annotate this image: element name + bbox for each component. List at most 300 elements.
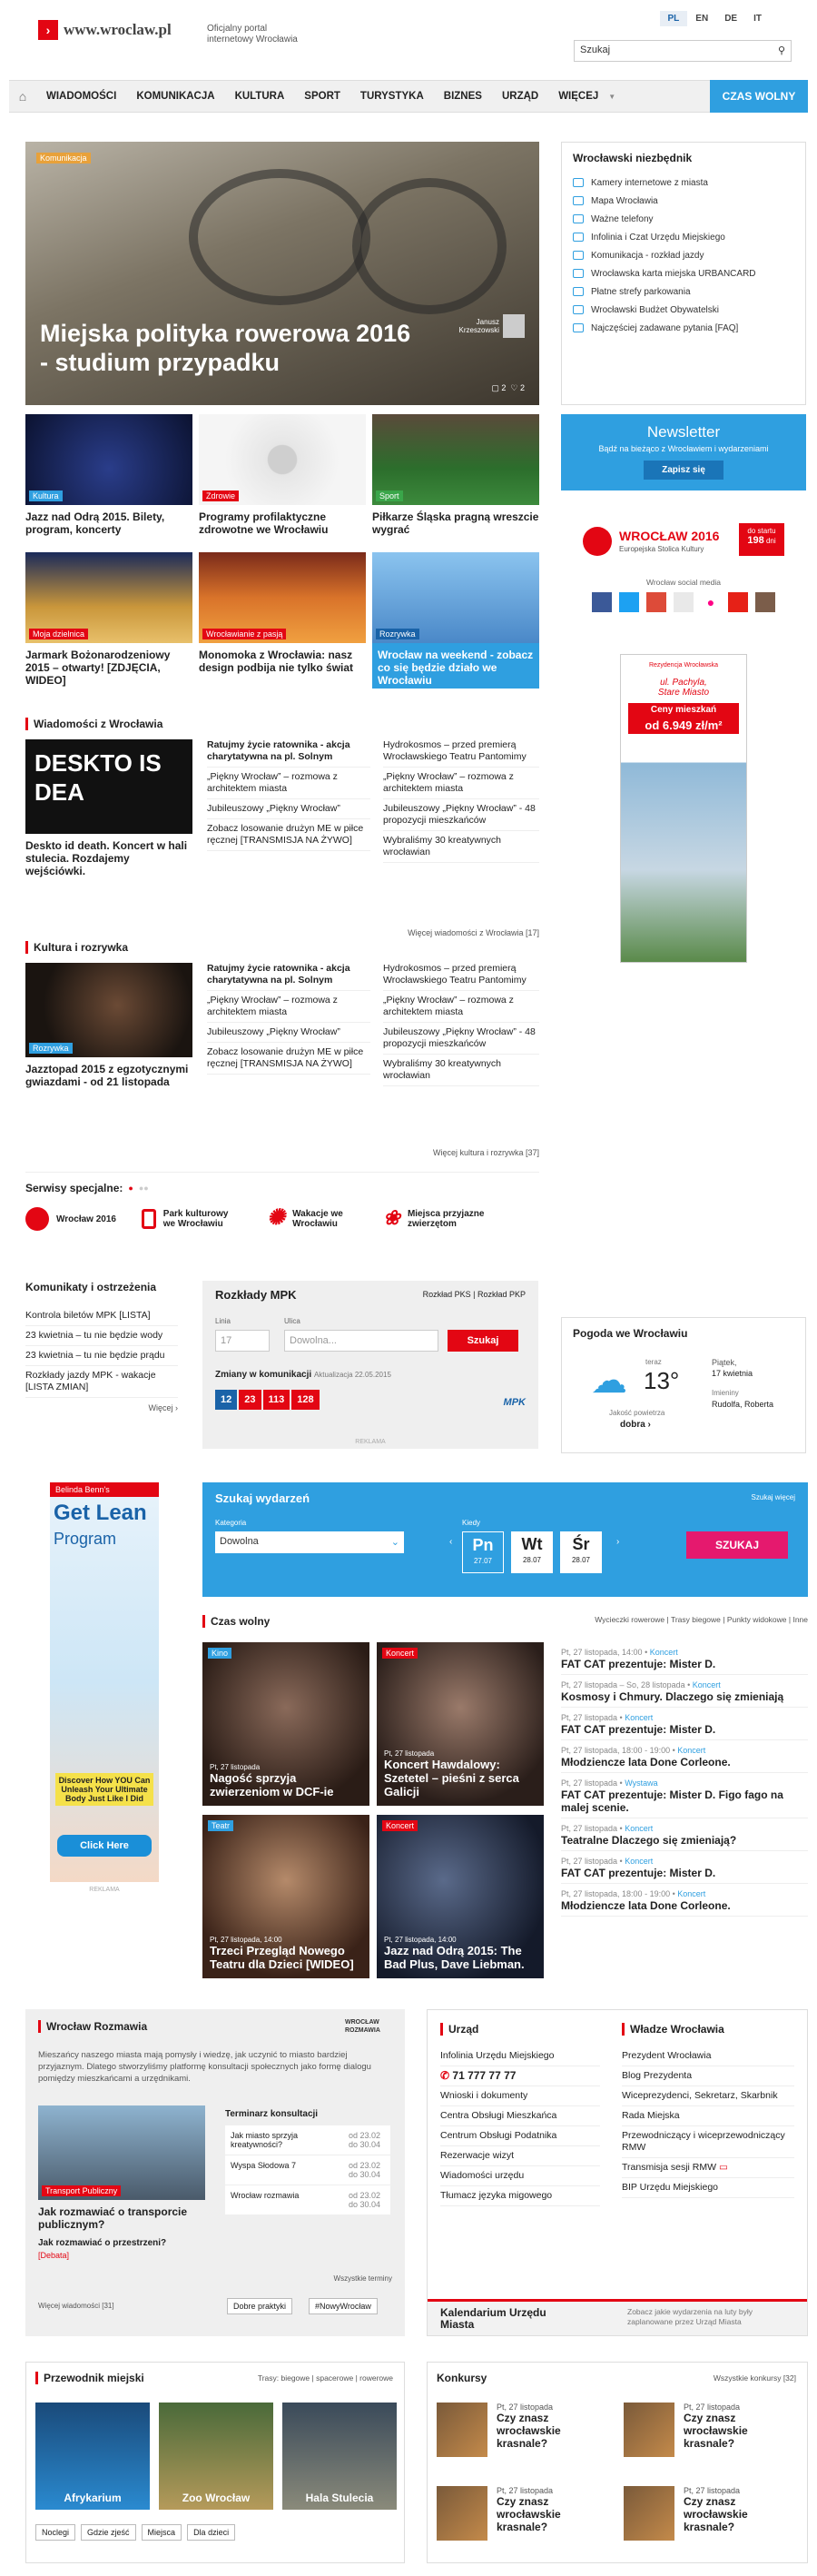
- term-title: Wrocław rozmawia: [231, 2191, 300, 2200]
- filter-link[interactable]: biegowe: [281, 2373, 310, 2383]
- konkurs-title[interactable]: Czy znasz wrocławskie krasnale?: [684, 2412, 748, 2450]
- event-category[interactable]: Koncert: [677, 1746, 706, 1755]
- tile-title[interactable]: Monomoka z Wrocławia: nasz design podbija nie tylko świat: [199, 649, 354, 674]
- carousel-dot[interactable]: ●●: [138, 1184, 149, 1193]
- filter-link[interactable]: Inne: [792, 1615, 808, 1624]
- lang-it[interactable]: IT: [753, 14, 762, 24]
- list-item[interactable]: „Piękny Wrocław” – rozmowa z architektem miasta: [207, 991, 370, 1023]
- section-title: Serwisy specjalne:: [25, 1182, 123, 1194]
- advanced-search-link[interactable]: Szukaj więcej: [751, 1493, 795, 1501]
- guide-item[interactable]: [35, 2403, 150, 2510]
- konkurs-title[interactable]: Czy znasz wrocławskie krasnale?: [497, 2495, 561, 2533]
- bicycle-image: [189, 169, 370, 305]
- kalendarium-sub: Zobacz jakie wydarzenia na luty były zaplanowane przez Urząd Miasta: [627, 2307, 753, 2326]
- flickr-icon[interactable]: ●: [706, 595, 715, 609]
- event-title[interactable]: FAT CAT prezentuje: Mister D.: [561, 1722, 808, 1740]
- svc-wakacje[interactable]: [267, 1207, 358, 1231]
- section-title[interactable]: Konkursy: [437, 2372, 487, 2384]
- day-date: 27.07: [473, 1557, 493, 1565]
- konkurs-date: Pt, 27 listopada: [684, 2486, 741, 2495]
- link-komunikacja[interactable]: [573, 246, 794, 264]
- section-title[interactable]: Czas wolny: [202, 1615, 808, 1628]
- mpk-logo: MPK: [503, 1397, 526, 1408]
- krasnal-image: [437, 2486, 487, 2541]
- list-item[interactable]: „Piękny Wrocław” – rozmowa z architektem miasta: [207, 768, 370, 799]
- ad-price: od 6.949 zł/m²: [628, 717, 739, 734]
- przewodnik-box: Przewodnik miejski Trasy: biegowe | spacerowe | rowerowe Afrykarium Zoo Wrocław Hala Stulecia Noclegi Gdzie zjeść Miejsca Dla dzieci: [25, 2362, 405, 2563]
- event-category[interactable]: Koncert: [677, 1889, 706, 1898]
- event-date: Pt, 27 listopada, 14:00: [561, 1648, 643, 1657]
- google-plus-icon[interactable]: [646, 592, 666, 612]
- guide-item[interactable]: [159, 2403, 273, 2510]
- event-date: Pt, 27 listopada: [561, 1857, 618, 1866]
- link-label: Mapa Wrocławia: [591, 195, 658, 206]
- temperature: 13°: [644, 1367, 680, 1394]
- tile-title[interactable]: Jazz nad Odrą 2015. Bilety, program, koncerty: [25, 510, 165, 536]
- list-item[interactable]: Jubileuszowy „Piękny Wrocław”: [207, 1023, 370, 1043]
- newsletter-box: [561, 414, 806, 490]
- konkurs-item[interactable]: [624, 2486, 796, 2541]
- konkurs-date: Pt, 27 listopada: [684, 2403, 741, 2412]
- lead-title[interactable]: Deskto id death. Koncert w hali stulecia. Rozdajemy wejściówki.: [25, 839, 188, 877]
- kategoria-value: Dowolna: [220, 1536, 259, 1547]
- esk-logo-icon: [583, 527, 612, 556]
- event-title[interactable]: FAT CAT prezentuje: Mister D.: [561, 1657, 808, 1675]
- tile-tag[interactable]: Rozrywka: [29, 1043, 73, 1054]
- phone-icon: [573, 214, 584, 223]
- culture-list-1: [207, 959, 370, 1075]
- faq-icon: [573, 323, 584, 332]
- link-label: Płatne strefy parkowania: [591, 286, 691, 297]
- ad-rezydencja[interactable]: [620, 654, 747, 963]
- kalendarium-banner[interactable]: [428, 2299, 807, 2335]
- event-category[interactable]: Koncert: [625, 1713, 654, 1722]
- term-date: od 23.02 do 30.04: [349, 2161, 381, 2179]
- list-item[interactable]: „Piękny Wrocław” – rozmowa z architektem miasta: [383, 991, 539, 1023]
- link-faq[interactable]: [573, 319, 794, 337]
- event-meta: Pt, 27 listopada • Koncert: [561, 1824, 654, 1833]
- main-nav: [9, 80, 808, 113]
- section-title[interactable]: Wiadomości z Wrocławia: [25, 718, 539, 730]
- kategoria-select[interactable]: [215, 1531, 404, 1553]
- newsletter-subscribe-button[interactable]: Zapisz się: [644, 461, 723, 480]
- rozmawia-image[interactable]: [38, 2105, 205, 2200]
- list-item[interactable]: Jubileuszowy „Piękny Wrocław” - 48 propozycji mieszkańców: [383, 799, 539, 831]
- konkurs-item[interactable]: [437, 2486, 609, 2541]
- link-infolinia[interactable]: [573, 228, 794, 246]
- link-mapa[interactable]: [573, 192, 794, 210]
- picture-icon: [142, 1209, 156, 1229]
- alert-item[interactable]: Rozkłady jazdy MPK - wakacje [LISTA ZMIAN]: [25, 1366, 178, 1398]
- hero-tag[interactable]: Komunikacja: [36, 153, 91, 163]
- krasnal-image: [624, 2486, 674, 2541]
- tag-noclegi[interactable]: Noclegi: [35, 2524, 75, 2541]
- ad-brand: Belinda Benn's: [50, 1482, 159, 1497]
- list-item[interactable]: Zobacz losowanie drużyn ME w piłce ręcznej [TRANSMISJA NA ŻYWO]: [207, 819, 370, 851]
- link-telefony[interactable]: [573, 210, 794, 228]
- filter-link[interactable]: Punkty widokowe: [726, 1615, 787, 1624]
- wladze-link[interactable]: Transmisja sesji RMW: [622, 2162, 717, 2173]
- esk-banner[interactable]: [561, 523, 806, 567]
- hero-stats: ▢ 2 ♡ 2: [491, 383, 525, 392]
- ulica-input[interactable]: Dowolna...: [284, 1330, 438, 1352]
- event-title[interactable]: Koncert Hawdalowy: Szetetel – pieśni z serca Galicji: [384, 1758, 519, 1798]
- lang-en[interactable]: EN: [695, 14, 709, 24]
- card-icon: [573, 269, 584, 278]
- list-item[interactable]: Wybraliśmy 30 kreatywnych wrocławian: [383, 1055, 539, 1086]
- parking-icon: [573, 287, 584, 296]
- link-budzet[interactable]: [573, 301, 794, 319]
- event-date: Pt, 27 listopada: [561, 1713, 618, 1722]
- countdown-unit: dni: [765, 537, 776, 545]
- alert-item[interactable]: 23 kwietnia – tu nie będzie wody: [25, 1326, 178, 1346]
- event-meta: Pt, 27 listopada, 18:00 - 19:00 • Koncert: [561, 1889, 706, 1898]
- svc-park[interactable]: [142, 1207, 241, 1231]
- infolinia-phone[interactable]: 71 777 77 77: [452, 2069, 517, 2082]
- event-card[interactable]: [377, 1642, 544, 1806]
- alert-item[interactable]: Kontrola biletów MPK [LISTA]: [25, 1306, 178, 1326]
- tile-tag[interactable]: Sport: [376, 490, 403, 501]
- tag-miejsca[interactable]: Miejsca: [142, 2524, 182, 2541]
- video-icon: ▭: [718, 2162, 728, 2173]
- day-wed[interactable]: [560, 1531, 602, 1573]
- nav-turystyka[interactable]: TURYSTYKA: [359, 91, 424, 102]
- event-date: Pt, 27 listopada, 18:00 - 19:00: [561, 1746, 671, 1755]
- deskto-image[interactable]: DESKTO IS DEA: [25, 739, 192, 834]
- facebook-icon[interactable]: [592, 592, 612, 612]
- event-date: Pt, 27 listopada, 18:00 - 19:00: [561, 1889, 671, 1898]
- event-title[interactable]: Nagość sprzyja zwierzeniom w DCF-ie: [210, 1771, 334, 1798]
- svc-zwierzeta[interactable]: [383, 1207, 501, 1231]
- terminarz-more-link[interactable]: Wszystkie terminy: [333, 2274, 392, 2283]
- event-title[interactable]: Młodziencze lata Done Corleone.: [561, 1898, 808, 1917]
- czas-wolny-button[interactable]: CZAS WOLNY: [710, 80, 808, 113]
- air-quality-link[interactable]: dobra ›: [620, 1420, 651, 1430]
- bicycle-wheel-image: [352, 178, 507, 314]
- events-search: [202, 1482, 808, 1597]
- tile-image: [199, 552, 366, 643]
- event-card[interactable]: [377, 1815, 544, 1978]
- event-date: Pt, 27 listopada: [384, 1749, 435, 1758]
- section-title[interactable]: Przewodnik miejski: [35, 2372, 395, 2384]
- event-tag[interactable]: Kino: [208, 1648, 231, 1659]
- terminarz-item[interactable]: [225, 2125, 390, 2155]
- ad-body: Discover How YOU Can Unleash Your Ultimate Body Just Like I Did: [55, 1773, 153, 1806]
- tile-article[interactable]: [25, 552, 192, 687]
- tile-title[interactable]: Wrocław na weekend - zobacz co się będzie działo we Wrocławiu: [378, 649, 534, 687]
- kalendarium-title: Kalendarium Urzędu Miasta: [440, 2306, 546, 2331]
- pogoda-title: Pogoda we Wrocławiu: [573, 1327, 688, 1340]
- ad-click-button[interactable]: Click Here: [57, 1835, 152, 1857]
- jazz-image[interactable]: [25, 963, 192, 1057]
- ad-line2: Stare Miasto: [657, 688, 710, 698]
- alert-item[interactable]: 23 kwietnia – tu nie będzie prądu: [25, 1346, 178, 1366]
- filter-link[interactable]: Wycieczki rowerowe: [595, 1615, 665, 1624]
- pkp-link[interactable]: Rozkład PKP: [477, 1290, 526, 1299]
- filter-link[interactable]: spacerowe: [316, 2373, 354, 2383]
- terminarz-list: [225, 2125, 390, 2214]
- day-date: 28.07: [571, 1556, 591, 1564]
- tile-tag[interactable]: Moja dzielnica: [29, 629, 88, 639]
- list-item[interactable]: Zobacz losowanie drużyn ME w piłce ręcznej [TRANSMISJA NA ŻYWO]: [207, 1043, 370, 1075]
- more-link[interactable]: Więcej wiadomości z Wrocławia [17]: [408, 928, 539, 937]
- urzad-link[interactable]: Centrum Obsługi Podatnika: [440, 2126, 600, 2146]
- tile-article[interactable]: [199, 414, 366, 536]
- nav-sport[interactable]: SPORT: [304, 91, 340, 102]
- nav-kultura[interactable]: KULTURA: [234, 91, 285, 102]
- event-category[interactable]: Wystawa: [625, 1778, 658, 1788]
- tile-image: [25, 414, 192, 505]
- ulica-label: Ulica: [284, 1317, 300, 1325]
- tagline: Oficjalny portal internetowy Wrocławia: [207, 24, 298, 45]
- next-arrow-icon[interactable]: ›: [616, 1537, 620, 1547]
- tile-image: [25, 552, 192, 643]
- nav-wiadomosci[interactable]: WIADOMOŚCI: [46, 91, 117, 102]
- prev-arrow-icon[interactable]: ‹: [449, 1537, 453, 1547]
- debata-tag[interactable]: [Debata]: [38, 2251, 70, 2260]
- guide-item[interactable]: [282, 2403, 397, 2510]
- lang-de[interactable]: DE: [724, 14, 738, 24]
- event-title[interactable]: Kosmosy i Chmury. Dlaczego się zmieniają: [561, 1689, 808, 1708]
- wladze-link[interactable]: Rada Miejska: [622, 2106, 794, 2126]
- section-title[interactable]: Wrocław Rozmawia: [38, 2020, 392, 2033]
- urzad-link[interactable]: Wnioski i dokumenty: [440, 2086, 600, 2106]
- urzad-box: [427, 2009, 808, 2336]
- tile-tag[interactable]: Zdrowie: [202, 490, 239, 501]
- urzad-link[interactable]: Centra Obsługi Mieszkańca: [440, 2106, 600, 2126]
- tile-title[interactable]: Jarmark Bożonarodzeniowy 2015 – otwarty! [ZDJĘCIA, WIDEO]: [25, 649, 171, 687]
- list-item[interactable]: Hydrokosmos – przed premierą Wrocławskiego Teatru Pantomimy: [383, 736, 539, 768]
- more-link[interactable]: Więcej ›: [148, 1403, 178, 1412]
- link-label: Ważne telefony: [591, 213, 654, 224]
- weather-date: 17 kwietnia: [712, 1369, 753, 1378]
- foursquare-icon[interactable]: [674, 592, 694, 612]
- wladze-link[interactable]: Blog Prezydenta: [622, 2066, 794, 2086]
- day-tue[interactable]: [511, 1531, 553, 1573]
- tile-title[interactable]: Programy profilaktyczne zdrowotne we Wrocławiu: [199, 510, 329, 536]
- list-item[interactable]: Jubileuszowy „Piękny Wrocław” - 48 propozycji mieszkańców: [383, 1023, 539, 1055]
- nav-wiecej[interactable]: WIĘCEJ: [558, 91, 599, 102]
- urzad-link[interactable]: Rezerwacje wizyt: [440, 2146, 600, 2166]
- tile-tag[interactable]: Wrocławianie z pasją: [202, 629, 286, 639]
- wladze-link[interactable]: Przewodniczący i wiceprzewodniczący RMW: [622, 2126, 794, 2158]
- day-name: Wt: [521, 1535, 543, 1553]
- kiedy-label: Kiedy: [462, 1519, 481, 1527]
- wladze-link[interactable]: BIP Urzędu Miejskiego: [622, 2178, 794, 2198]
- tile-tag[interactable]: Rozrywka: [376, 629, 419, 639]
- hero-article[interactable]: [25, 142, 539, 405]
- term-title: Wyspa Słodowa 7: [231, 2161, 296, 2170]
- day-mon[interactable]: [462, 1531, 504, 1573]
- guide-label: Zoo Wrocław: [182, 2492, 251, 2504]
- urzad-list: [440, 2046, 600, 2206]
- event-category[interactable]: Koncert: [625, 1857, 654, 1866]
- guide-label: Afrykarium: [64, 2492, 122, 2504]
- tile-image: [199, 414, 366, 505]
- nav-biznes[interactable]: BIZNES: [443, 91, 482, 102]
- urzad-link[interactable]: Tłumacz języka migowego: [440, 2186, 600, 2206]
- section-title[interactable]: Władze Wrocławia: [622, 2023, 724, 2036]
- newsletter-title: Newsletter: [646, 423, 721, 441]
- kultura-section: [25, 941, 539, 1157]
- more-link[interactable]: Wszystkie konkursy [32]: [713, 2373, 796, 2383]
- event-meta: Pt, 27 listopada, 18:00 - 19:00 • Koncert: [561, 1746, 706, 1755]
- event-date: Pt, 27 listopada: [561, 1778, 618, 1788]
- news-list-2: [383, 736, 539, 863]
- weather-day: Piątek,: [712, 1358, 737, 1367]
- lead-title[interactable]: Jazztopad 2015 z egzotycznymi gwiazdami - od 21 listopada: [25, 1063, 189, 1088]
- budget-icon: [573, 305, 584, 314]
- list-item[interactable]: Hydrokosmos – przed premierą Wrocławskiego Teatru Pantomimy: [383, 959, 539, 991]
- konkurs-title[interactable]: Czy znasz wrocławskie krasnale?: [684, 2495, 748, 2533]
- lang-pl[interactable]: PL: [660, 11, 688, 26]
- social-label: Wrocław social media: [645, 578, 722, 587]
- svc-wroclaw2016[interactable]: [25, 1207, 116, 1231]
- section-title[interactable]: Urząd: [440, 2023, 478, 2036]
- link-parkowanie[interactable]: [573, 282, 794, 301]
- konkursy-box: [427, 2362, 808, 2563]
- tile-article[interactable]: [199, 552, 366, 674]
- lead-title[interactable]: Jak rozmawiać o transporcie publicznym?: [38, 2205, 188, 2231]
- comment-count: 2: [501, 383, 507, 392]
- link-kamery[interactable]: [573, 173, 794, 192]
- instagram-icon[interactable]: [755, 592, 775, 612]
- link-label: Kamery internetowe z miasta: [591, 177, 708, 188]
- event-title[interactable]: Trzeci Przegląd Nowego Teatru dla Dzieci [WIDEO]: [210, 1944, 354, 1971]
- youtube-icon[interactable]: [728, 592, 748, 612]
- link-urbancard[interactable]: [573, 264, 794, 282]
- section-title[interactable]: Kultura i rozrywka: [25, 941, 539, 954]
- twitter-icon[interactable]: [619, 592, 639, 612]
- event-tag[interactable]: Koncert: [382, 1820, 418, 1831]
- tile-article[interactable]: [372, 414, 539, 536]
- ad-line1: ul. Pachyla,: [660, 678, 707, 688]
- language-switch: [660, 11, 770, 26]
- esk-sub: Europejska Stolica Kultury: [619, 545, 704, 553]
- event-category[interactable]: Koncert: [692, 1680, 721, 1689]
- line-badge[interactable]: 113: [263, 1390, 290, 1410]
- link-label: Infolinia i Czat Urzędu Miejskiego: [591, 232, 725, 243]
- wladze-link[interactable]: Wiceprezydenci, Sekretarz, Skarbnik: [622, 2086, 794, 2106]
- tile-article[interactable]: [25, 414, 192, 536]
- more-link[interactable]: Więcej wiadomości [31]: [38, 2302, 114, 2310]
- tile-tag[interactable]: Transport Publiczny: [42, 2185, 121, 2196]
- tag-gdzie-zjesc[interactable]: Gdzie zjeść: [81, 2524, 136, 2541]
- tile-article[interactable]: [372, 552, 539, 689]
- event-title[interactable]: FAT CAT prezentuje: Mister D. Figo fago na malej scenie.: [561, 1788, 808, 1818]
- line-badge[interactable]: 12: [215, 1390, 237, 1410]
- tile-tag[interactable]: Kultura: [29, 490, 63, 501]
- home-icon[interactable]: ⌂: [18, 89, 27, 104]
- nav-urzad[interactable]: URZĄD: [501, 91, 539, 102]
- line-badge[interactable]: 23: [239, 1390, 261, 1410]
- tile-title[interactable]: Piłkarze Śląska pragną wreszcie wygrać: [372, 510, 539, 536]
- rozmawia-q2[interactable]: Jak rozmawiać o przestrzeni?: [38, 2238, 167, 2248]
- event-title[interactable]: Jazz nad Odrą 2015: The Bad Plus, Dave Liebman.: [384, 1944, 525, 1971]
- dobre-praktyki-button[interactable]: Dobre praktyki: [227, 2298, 292, 2314]
- events-search-button[interactable]: SZUKAJ: [686, 1531, 788, 1559]
- term-date: od 23.02 do 30.04: [349, 2131, 381, 2149]
- wladze-link[interactable]: Prezydent Wrocławia: [622, 2046, 794, 2066]
- terminarz-item[interactable]: [225, 2155, 390, 2185]
- avatar: [503, 314, 525, 338]
- day-name: Śr: [572, 1535, 590, 1553]
- search-input[interactable]: [574, 40, 792, 62]
- line-badge[interactable]: 128: [291, 1390, 319, 1410]
- tag-dla-dzieci[interactable]: Dla dzieci: [187, 2524, 235, 2541]
- linia-label: Linia: [215, 1317, 231, 1325]
- site-logo[interactable]: [38, 20, 172, 40]
- svc-label: Wakacje we Wrocławiu: [292, 1209, 343, 1229]
- logo-text: www.wroclaw.pl: [64, 21, 172, 38]
- event-card[interactable]: [202, 1642, 369, 1806]
- konkurs-item[interactable]: [437, 2403, 609, 2457]
- event-category[interactable]: Koncert: [625, 1824, 654, 1833]
- list-item[interactable]: Ratujmy życie ratownika - akcja charytatywna na pl. Solnym: [207, 959, 370, 991]
- event-category[interactable]: Koncert: [649, 1648, 678, 1657]
- filter-link[interactable]: rowerowe: [359, 2373, 393, 2383]
- ad-get-lean[interactable]: [50, 1482, 159, 1893]
- carousel-dots[interactable]: ●: [128, 1184, 133, 1193]
- event-title[interactable]: Młodziencze lata Done Corleone.: [561, 1755, 808, 1773]
- filter-link[interactable]: Trasy biegowe: [670, 1615, 721, 1624]
- ad-label: REKLAMA: [89, 1887, 120, 1893]
- list-item[interactable]: Ratujmy życie ratownika - akcja charytatywna na pl. Solnym: [207, 736, 370, 768]
- chat-icon: [573, 233, 584, 242]
- terminarz-item[interactable]: [225, 2185, 390, 2214]
- section-title: Komunikaty i ostrzeżenia: [25, 1281, 157, 1293]
- urzad-link[interactable]: Wiadomości urzędu: [440, 2166, 600, 2186]
- event-title[interactable]: Teatralne Dlaczego się zmieniają?: [561, 1833, 808, 1851]
- svc-label: Park kulturowy we Wrocławiu: [162, 1209, 229, 1229]
- konkurs-item[interactable]: [624, 2403, 796, 2457]
- event-title[interactable]: FAT CAT prezentuje: Mister D.: [561, 1866, 808, 1884]
- list-item[interactable]: Wybraliśmy 30 kreatywnych wrocławian: [383, 831, 539, 863]
- paw-icon: ❀: [383, 1206, 400, 1229]
- event-meta: Pt, 27 listopada, 14:00 • Koncert: [561, 1648, 678, 1657]
- link-label: Wrocławski Budżet Obywatelski: [591, 304, 719, 315]
- term-title: Jak miasto sprzyja kreatywności?: [231, 2131, 299, 2149]
- hero-title[interactable]: Miejska polityka rowerowa 2016 - studium przypadku: [40, 320, 411, 376]
- event-tag[interactable]: Teatr: [208, 1820, 233, 1831]
- event-tag[interactable]: Koncert: [382, 1648, 418, 1659]
- event-card[interactable]: [202, 1815, 369, 1978]
- ad-title1: Get Lean: [54, 1501, 147, 1525]
- nowy-wroclaw-button[interactable]: #NowyWrocław: [309, 2298, 378, 2314]
- esk-title: WROCŁAW 2016: [619, 529, 720, 543]
- imieniny-label: Imieniny: [712, 1389, 739, 1397]
- rozmawia-intro: Mieszańcy naszego miasta mają pomysły i wiedzę, jak uczynić to miasto bardziej przyjaznym. Dlatego stworzyliśmy platformę konsultacji społecznych jako formę dialogu pomiędzy mieszkańcami a urzędnikami.: [38, 2050, 371, 2084]
- czaswolny-section: Czas wolny Wycieczki rowerowe | Trasy biegowe | Punkty widokowe | Inne: [202, 1615, 808, 1628]
- konkurs-date: Pt, 27 listopada: [497, 2486, 554, 2495]
- mpk-search-button[interactable]: Szukaj: [448, 1330, 518, 1352]
- search-icon[interactable]: ⚲: [777, 45, 785, 56]
- wladze-list: [622, 2046, 794, 2198]
- news-list-1: [207, 736, 370, 851]
- krasnal-image: [437, 2403, 487, 2457]
- more-link[interactable]: Więcej kultura i rozrywka [37]: [432, 1148, 539, 1157]
- urzad-link[interactable]: Infolinia Urzędu Miejskiego: [440, 2046, 600, 2066]
- list-item[interactable]: „Piękny Wrocław” – rozmowa z architektem miasta: [383, 768, 539, 799]
- nav-komunikacja[interactable]: KOMUNIKACJA: [136, 91, 215, 102]
- konkurs-title[interactable]: Czy znasz wrocławskie krasnale?: [497, 2412, 561, 2450]
- countdown-value: 198: [747, 535, 764, 546]
- pks-link[interactable]: Rozkład PKS: [422, 1290, 471, 1299]
- list-item[interactable]: Jubileuszowy „Piękny Wrocław”: [207, 799, 370, 819]
- linia-input[interactable]: 17: [215, 1330, 270, 1352]
- event-date: Pt, 27 listopada, 14:00: [210, 1936, 282, 1944]
- zmiany-title[interactable]: Zmiany w komunikacji: [215, 1370, 312, 1380]
